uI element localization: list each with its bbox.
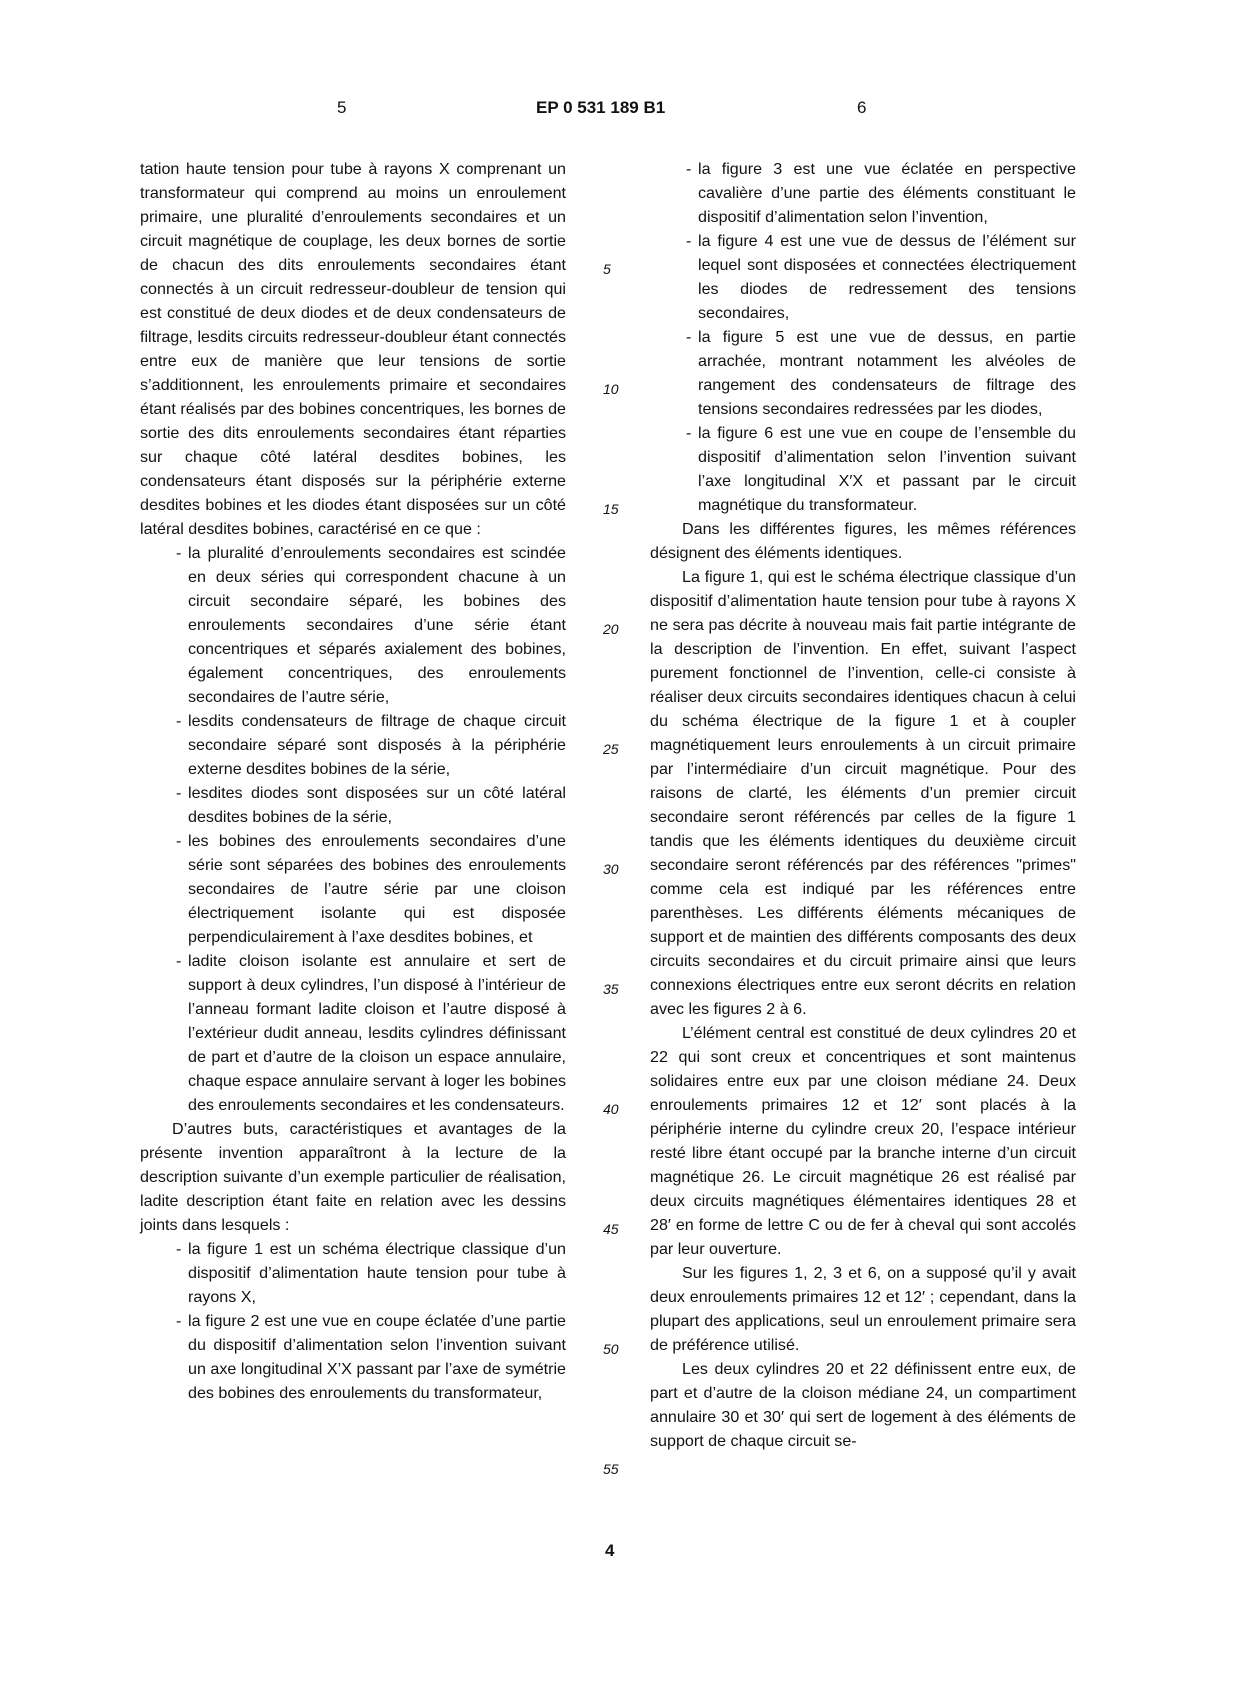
page-number: 4 [605, 1541, 615, 1560]
paragraph: tation haute tension pour tube à rayons X comprenant un transformateur qui comprend au moins un enroulement primaire, une pluralité d’enroulements secondaires et un circuit magnétique de couplage, les deux bornes de sortie de chacun des dits enroulements secondaires étant connectés à un circuit redresseur-doubleur de tension qui est constitué de deux diodes et de deux condensateurs de filtrage, lesdits circuits redresseur-doubleur étant connectés entre eux de manière que leur tensions de sortie s’additionnent, les enroulements primaire et secondaires étant réalisés par des bobines concentriques, les bornes de sortie des dits enroulements secondaires étant réparties sur chaque côté latéral desdites bobines, les condensateurs étant disposés sur la périphérie externe desdites bobines et les diodes étant disposées sur un côté latéral desdites bobines, caractérisé en ce que : [140, 160, 566, 538]
line-number: 50 [603, 1341, 619, 1357]
patent-number: EP 0 531 189 B1 [536, 98, 666, 117]
figure-list [650, 157, 1076, 517]
line-number: 45 [603, 1221, 619, 1237]
list-item: - ladite cloison isolante est annulaire et sert de support à deux cylindres, l’un disposé à l’intérieur de l’anneau formant ladite cloison et l’autre disposé à l’extérieur dudit anneau, lesdits cylindres définissant de part et d’autre de la cloison un espace annulaire, chaque espace annulaire servant à loger les bobines des enroulements secondaires et les condensateurs. [140, 949, 566, 1117]
line-number: 40 [603, 1101, 619, 1117]
claim-feature-list [140, 541, 566, 1117]
line-number: 35 [603, 981, 619, 997]
paragraph: L’élément central est constitué de deux cylindres 20 et 22 qui sont creux et concentriques et sont maintenus solidaires entre eux par une cloison médiane 24. Deux enroulements primaires 12 et 12′ sont placés à la périphérie interne du cylindre creux 20, l’espace intérieur resté libre étant occupé par la branche interne d’un circuit magnétique 26. Le circuit magnétique 26 est réalisé par deux circuits magnétiques élémentaires identiques 28 et 28′ en forme de lettre C ou de fer à cheval qui sont accolés par leur ouverture. [650, 1024, 1076, 1258]
list-item: - lesdites diodes sont disposées sur un côté latéral desdites bobines de la série, [140, 781, 566, 829]
line-number: 20 [603, 621, 619, 637]
list-item: - la figure 1 est un schéma électrique classique d’un dispositif d’alimentation haute tension pour tube à rayons X, [140, 1237, 566, 1309]
list-item: - la figure 6 est une vue en coupe de l’ensemble du dispositif d’alimentation selon l’invention suivant l’axe longitudinal X′X et passant par le circuit magnétique du transformateur. [650, 421, 1076, 517]
list-item: - la figure 2 est une vue en coupe éclatée d’une partie du dispositif d’alimentation selon l’invention suivant un axe longitudinal X’X passant par l’axe de symétrie des bobines des enroulements du transformateur, [140, 1309, 566, 1405]
figure-list [140, 1237, 566, 1405]
column-number-right: 6 [857, 98, 867, 117]
paragraph: Sur les figures 1, 2, 3 et 6, on a supposé qu’il y avait deux enroulements primaires 12 et 12′ ; cependant, dans la plupart des applications, seul un enroulement primaire sera de préférence utilisé. [650, 1264, 1076, 1354]
line-number: 10 [603, 381, 619, 397]
line-number: 55 [603, 1461, 619, 1477]
list-item: - la figure 3 est une vue éclatée en perspective cavalière d’une partie des éléments constituant le dispositif d’alimentation selon l’invention, [650, 157, 1076, 229]
column-number-left: 5 [337, 98, 347, 117]
line-number: 25 [603, 741, 619, 757]
list-item: - la figure 4 est une vue de dessus de l’élément sur lequel sont disposées et connectées électriquement les diodes de redressement des tensions secondaires, [650, 229, 1076, 325]
line-number: 15 [603, 501, 619, 517]
line-number: 30 [603, 861, 619, 877]
paragraph: Dans les différentes figures, les mêmes références désignent des éléments identiques. [650, 520, 1076, 562]
line-number: 5 [603, 261, 611, 277]
paragraph: Les deux cylindres 20 et 22 définissent entre eux, de part et d’autre de la cloison médiane 24, un compartiment annulaire 30 et 30′ qui sert de logement à des éléments de support de chaque circuit se- [650, 1360, 1076, 1450]
paragraph: La figure 1, qui est le schéma électrique classique d’un dispositif d’alimentation haute tension pour tube à rayons X ne sera pas décrite à nouveau mais fait partie intégrante de la description de l’invention. En effet, suivant l’aspect purement fonctionnel de l’invention, celle-ci consiste à réaliser deux circuits secondaires identiques chacun à celui du schéma électrique de la figure 1 et à coupler magnétiquement leurs enroulements à un circuit primaire par l’intermédiaire d’un circuit magnétique. Pour des raisons de clarté, les éléments d’un premier circuit secondaire seront référencés par celles de la figure 1 tandis que les éléments identiques du deuxième circuit secondaire seront référencés par des références "primes" comme cela est indiqué par les références entre parenthèses. Les différents éléments mécaniques de support et de maintien des différents composants des deux circuits secondaires et du circuit primaire ainsi que leurs connexions électriques entre eux seront décrits en relation avec les figures 2 à 6. [650, 568, 1076, 1018]
list-item: - la figure 5 est une vue de dessus, en partie arrachée, montrant notamment les alvéoles de rangement des condensateurs de filtrage des tensions secondaires redressées par les diodes, [650, 325, 1076, 421]
left-column [140, 157, 566, 1405]
right-column [650, 157, 1076, 1453]
list-item: - lesdits condensateurs de filtrage de chaque circuit secondaire séparé sont disposés à la périphérie externe desdites bobines de la série, [140, 709, 566, 781]
list-item: - la pluralité d’enroulements secondaires est scindée en deux séries qui correspondent chacune à un circuit secondaire séparé, les bobines des enroulements secondaires d’une série étant concentriques et séparés axialement des bobines, également concentriques, des enroulements secondaires de l’autre série, [140, 541, 566, 709]
list-item: - les bobines des enroulements secondaires d’une série sont séparées des bobines des enroulements secondaires de l’autre série par une cloison électriquement isolante qui est disposée perpendiculairement à l’axe desdites bobines, et [140, 829, 566, 949]
paragraph: D’autres buts, caractéristiques et avantages de la présente invention apparaîtront à la lecture de la description suivante d’un exemple particulier de réalisation, ladite description étant faite en relation avec les dessins joints dans lesquels : [140, 1120, 566, 1234]
